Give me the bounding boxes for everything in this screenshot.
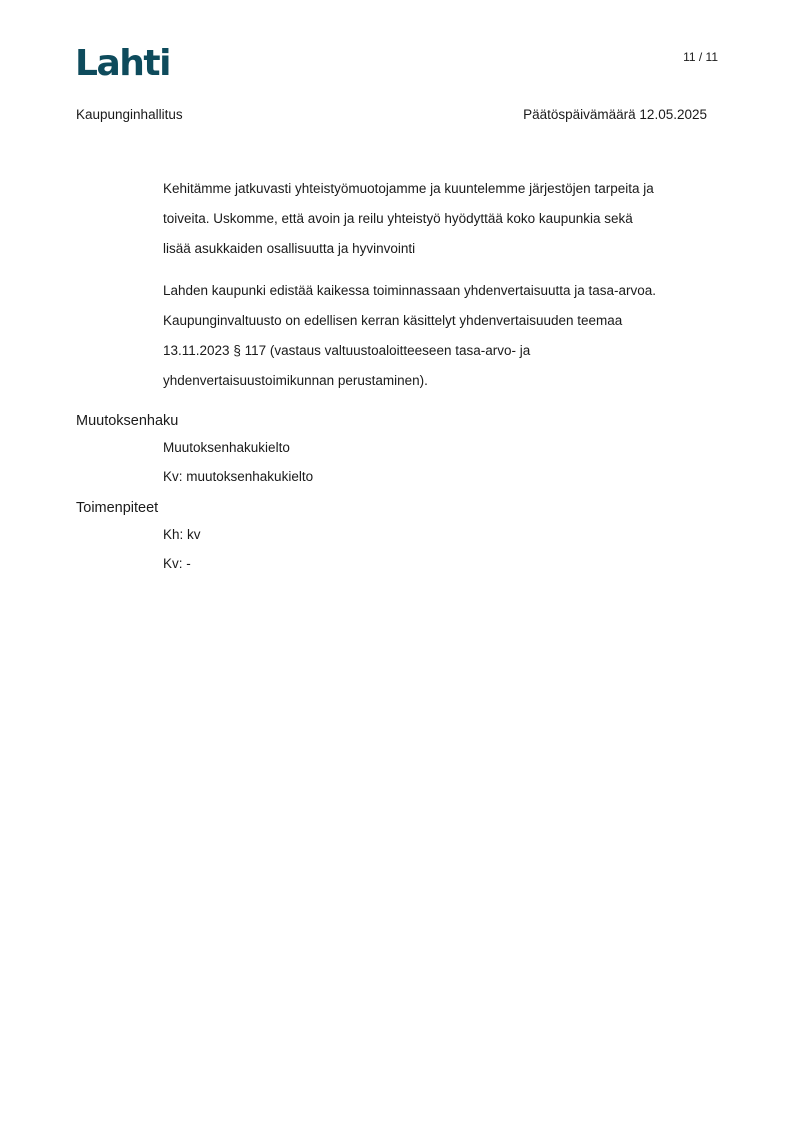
paragraph-line: Kehitämme jatkuvasti yhteistyömuotojamme ja kuuntelemme järjestöjen tarpeita ja [163,181,654,196]
paragraph-line: Lahden kaupunki edistää kaikessa toiminnassaan yhdenvertaisuutta ja tasa-arvoa. [163,283,657,298]
body-paragraph-2 [163,276,723,396]
lahti-logo: Lahti [75,43,170,84]
section-heading-muutoksenhaku: Muutoksenhaku [76,413,179,429]
paragraph-line: lisää asukkaiden osallisuutta ja hyvinvointi [163,241,416,256]
paragraph-line: Kaupunginvaltuusto on edellisen kerran käsittelyt yhdenvertaisuuden teemaa [163,313,623,328]
organization-name: Kaupunginhallitus [76,107,183,122]
section-item: Kv: muutoksenhakukielto [163,469,314,484]
body-paragraph-1 [163,174,723,264]
section-item: Kv: - [163,556,191,571]
paragraph-line: yhdenvertaisuustoimikunnan perustaminen). [163,373,428,388]
section-item: Kh: kv [163,527,201,542]
paragraph-line: 13.11.2023 § 117 (vastaus valtuustoaloitteeseen tasa-arvo- ja [163,343,531,358]
paragraph-line: toiveita. Uskomme, että avoin ja reilu yhteistyö hyödyttää koko kaupunkia sekä [163,211,633,226]
section-heading-toimenpiteet: Toimenpiteet [76,500,159,516]
decision-date: Päätöspäivämäärä 12.05.2025 [523,107,707,122]
page-number: 11 / 11 [683,50,718,64]
section-item: Muutoksenhakukielto [163,440,290,455]
